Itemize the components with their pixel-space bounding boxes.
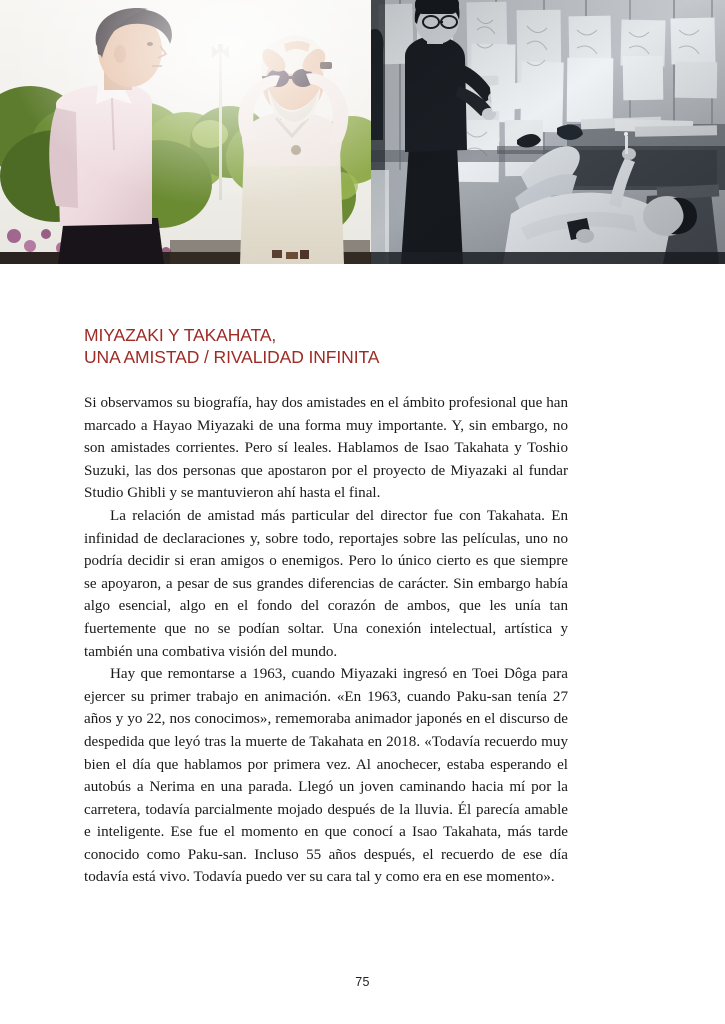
body-paragraph: Hay que remontarse a 1963, cuando Miyazaki ingresó en Toei Dôga para ejercer su primer trabajo en animación. «En 1963, cuando Paku-san tenía 27 años y yo 22, nos conocimos», rememoraba animador japonés en el discurso de despedida que leyó tras la muerte de Takahata en 2018. «Todavía recuerdo muy bien el día que hablamos por primera vez. Al anochecer, estaba esperando el autobús a Nerima en una parada. Llegó un joven caminando hacia mí por la carretera, todavía parcialmente mojado después de la lluvia. Él parecía amable e inteligente. Ese fue el momento en que conocí a Isao Takahata, más tarde conocido como Paku-san. Incluso 55 años después, el recuerdo de ese día todavía está vivo. Todavía puedo ver su cara tal y como era en ese momento».	[84, 666, 568, 886]
body-copy	[84, 392, 568, 889]
photo-strip	[0, 0, 725, 264]
miyazaki-takahata-outdoors-photo	[0, 0, 371, 264]
toei-doga-studio-archive-photo	[371, 0, 725, 264]
body-paragraph: Si observamos su biografía, hay dos amistades en el ámbito profesional que han marcado a Hayao Miyazaki de una forma muy importante. Y, sin embargo, no son amistades corrientes. Pero sí leales. Hablamos de Isao Takahata y Toshio Suzuki, las dos personas que apostaron por el proyecto de Miyazaki al fundar Studio Ghibli y se mantuvieron ahí hasta el final.	[84, 395, 568, 502]
section-heading-line-2: UNA AMISTAD / RIVALIDAD INFINITA	[84, 346, 380, 367]
body-paragraph: La relación de amistad más particular del director fue con Takahata. En infinidad de declaraciones y, sobre todo, reportajes sobre las películas, uno no podría decidir si eran amigos o enemigos. Pero lo único cierto es que siempre se apoyaron, a pesar de sus grandes diferencias de carácter. Sin embargo había algo esencial, algo en el fondo del corazón de ambos, que les unía tan fuertemente que no se podían soltar. Una conexión intelectual, artística y también una combativa visión del mundo.	[84, 507, 568, 660]
archive-photo-artwork	[371, 0, 725, 264]
page-number: 75	[355, 975, 370, 989]
outdoors-photo-artwork	[0, 0, 371, 264]
section-heading	[84, 324, 584, 368]
section-heading-line-1: MIYAZAKI Y TAKAHATA,	[84, 324, 277, 345]
